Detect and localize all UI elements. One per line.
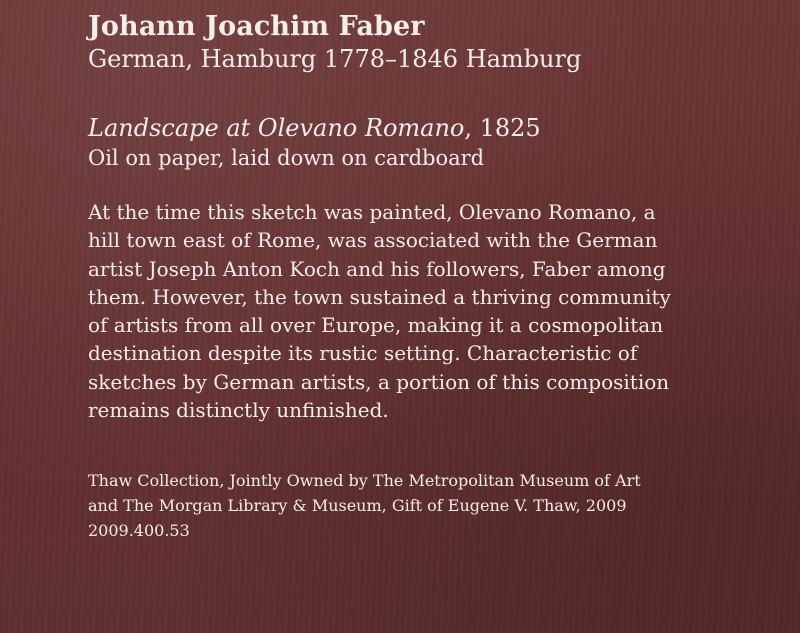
artwork-description (88, 198, 778, 424)
credit-line (88, 468, 778, 543)
credit-line-text: and The Morgan Library & Museum, Gift of Eugene V. Thaw, 2009 (88, 496, 627, 516)
description-line: of artists from all over Europe, making it a cosmopolitan (88, 313, 664, 338)
artwork-title-line (88, 112, 778, 144)
artwork-date: , 1825 (464, 114, 541, 142)
description-line: artist Joseph Anton Koch and his followers, Faber among (88, 256, 666, 281)
artwork-medium: Oil on paper, laid down on cardboard (88, 146, 485, 170)
description-line: remains distinctly unfinished. (88, 398, 389, 423)
credit-line-text: Thaw Collection, Jointly Owned by The Metropolitan Museum of Art (88, 471, 641, 491)
description-line: sketches by German artists, a portion of this composition (88, 369, 670, 394)
wall-label (88, 10, 778, 543)
description-line: At the time this sketch was painted, Olevano Romano, a (88, 200, 656, 224)
accession-number: 2009.400.53 (88, 521, 190, 541)
artist-name: Johann Joachim Faber (88, 11, 425, 42)
artwork-title: Landscape at Olevano Romano (88, 114, 465, 142)
description-line: hill town east of Rome, was associated with the German (88, 228, 658, 253)
description-line: destination despite its rustic setting. Characteristic of (88, 341, 638, 366)
artist-biography: German, Hamburg 1778–1846 Hamburg (88, 45, 582, 73)
description-line: them. However, the town sustained a thriving community (88, 284, 671, 309)
